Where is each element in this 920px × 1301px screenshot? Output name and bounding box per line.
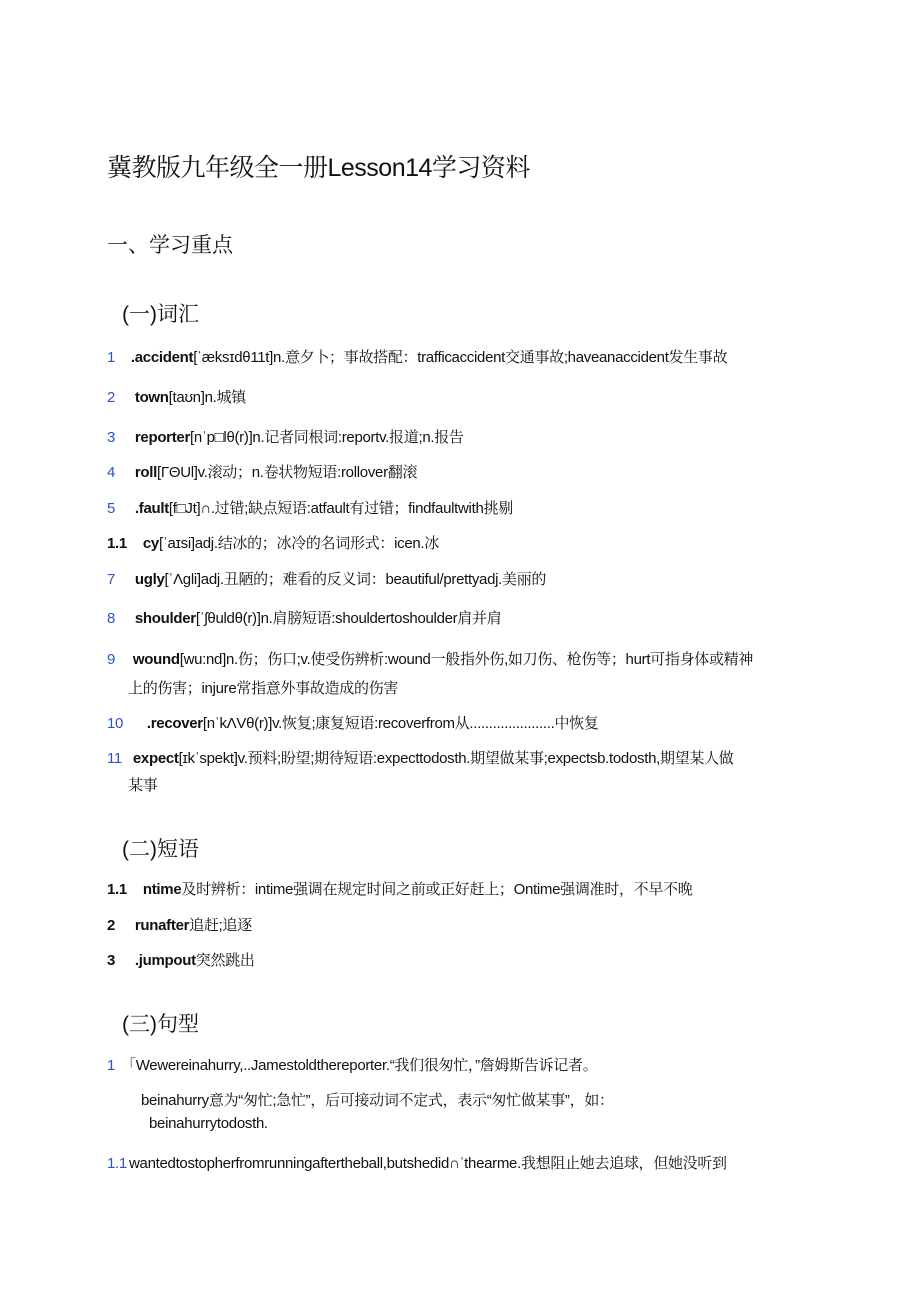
vocab-word: shoulder: [134, 610, 196, 627]
vocab-item: [107, 346, 727, 367]
subheading-vocabulary: (一)词汇: [122, 303, 199, 326]
item-number: 1: [107, 349, 116, 366]
sentence-note: beinahurry意为“匆忙;急忙”，后可接动词不定式，表示“匆忙做某事”，如：: [141, 1092, 614, 1109]
item-number: 1.1: [107, 535, 127, 552]
vocab-definition-continued: 某事: [128, 777, 158, 794]
vocab-word: roll: [134, 464, 158, 481]
sentence-item: [107, 1054, 597, 1075]
vocab-item: [107, 461, 417, 482]
phrase-definition: 追赶;追逐: [189, 917, 252, 934]
vocab-item: [107, 648, 753, 669]
item-number: 7: [107, 571, 116, 588]
phrase-word: .jumpout: [134, 952, 196, 969]
page-title: 冀教版九年级全一册Lesson14学习资料: [107, 154, 530, 182]
vocab-item: [107, 497, 513, 518]
item-number: 1: [107, 1057, 116, 1074]
vocab-item: [107, 386, 246, 407]
vocab-definition-continued: 上的伤害；injure常指意外事故造成的伤害: [128, 680, 399, 697]
sentence-text: wantedtostopherfromrunningaftertheball,butshedid∩ˈthearme.我想阻止她去追球，但她没听到: [129, 1155, 727, 1172]
vocab-definition: [ˈaɪsi]adj.结冰的；冰冷的名词形式：icen.冰: [158, 535, 439, 552]
item-number: 9: [107, 651, 116, 668]
phrase-definition: 及时辨析：intime强调在规定时间之前或正好赶上；Ontime强调准时，不早不晚: [181, 881, 693, 898]
vocab-definition: [nˈkΛVθ(r)]v.恢复;康复短语:recoverfrom从......................中恢复: [202, 715, 599, 732]
vocab-item: [107, 532, 439, 553]
item-number: 3: [107, 952, 116, 969]
item-number: 11: [107, 750, 122, 767]
subheading-phrases: (二)短语: [122, 838, 199, 861]
item-number: 3: [107, 429, 116, 446]
section-heading-key-points: 一、学习重点: [107, 234, 233, 257]
phrase-word: ntime: [142, 881, 182, 898]
vocab-definition: [ˈæksɪdθ11t]n.意夕卜；事故搭配：trafficaccident交通事故;haveanaccident发生事故: [193, 349, 728, 366]
vocab-item: [107, 712, 599, 733]
sentence-item: [107, 1152, 727, 1173]
vocab-word: .recover: [146, 715, 203, 732]
item-number: 2: [107, 389, 116, 406]
vocab-word: .fault: [134, 500, 169, 517]
item-number: 5: [107, 500, 116, 517]
vocab-item: [107, 426, 464, 447]
item-number: 4: [107, 464, 116, 481]
vocab-word: .accident: [130, 349, 194, 366]
vocab-definition: [ˈʃθuldθ(r)]n.肩膀短语:shouldertoshoulder肩并肩: [195, 610, 502, 627]
phrase-item: [107, 949, 255, 970]
vocab-word: cy: [142, 535, 159, 552]
sentence-text: 「Wewereinahurry,..Jamestoldthereporter.“我们很匆忙，”詹姆斯告诉记者。: [121, 1057, 598, 1074]
item-number: 8: [107, 610, 116, 627]
phrase-item: [107, 878, 692, 899]
vocab-definition: [nˈp□lθ(r)]n.记者同根词:reportv.报道;n.报告: [190, 429, 464, 446]
item-number: 1.1: [107, 1155, 127, 1172]
vocab-definition: [ΓΘUl]v.滚动；n.卷状物短语:rollover翻滚: [157, 464, 418, 481]
vocab-item: [107, 747, 734, 768]
vocab-word: ugly: [134, 571, 165, 588]
vocab-word: town: [134, 389, 169, 406]
vocab-definition: [ɪkˈspekt]v.预料;盼望;期待短语:expecttodosth.期望做某事;expectsb.todosth,期望某人做: [178, 750, 734, 767]
vocab-word: reporter: [134, 429, 190, 446]
vocab-word: expect: [132, 750, 179, 767]
sentence-example: beinahurrytodosth.: [149, 1115, 268, 1132]
vocab-item: [107, 607, 501, 628]
vocab-definition: [wu:nd]n.伤；伤口;v.使受伤辨析:wound一般指外伤,如刀伤、枪伤等；hurt可指身体或精神: [179, 651, 754, 668]
phrase-word: runafter: [134, 917, 190, 934]
vocab-definition: [taʊn]n.城镇: [168, 389, 246, 406]
item-number: 10: [107, 715, 124, 732]
vocab-definition: [ˈΛgli]adj.丑陋的；难看的反义词：beautiful/prettyadj.美丽的: [164, 571, 547, 588]
vocab-item: [107, 568, 546, 589]
phrase-item: [107, 914, 252, 935]
vocab-word: wound: [132, 651, 180, 668]
phrase-definition: 突然跳出: [195, 952, 255, 969]
vocab-definition: [f□Jt]∩.过错;缺点短语:atfault有过错；findfaultwith挑剔: [168, 500, 513, 517]
item-number: 1.1: [107, 881, 127, 898]
subheading-sentence-patterns: (三)句型: [122, 1013, 199, 1036]
item-number: 2: [107, 917, 116, 934]
